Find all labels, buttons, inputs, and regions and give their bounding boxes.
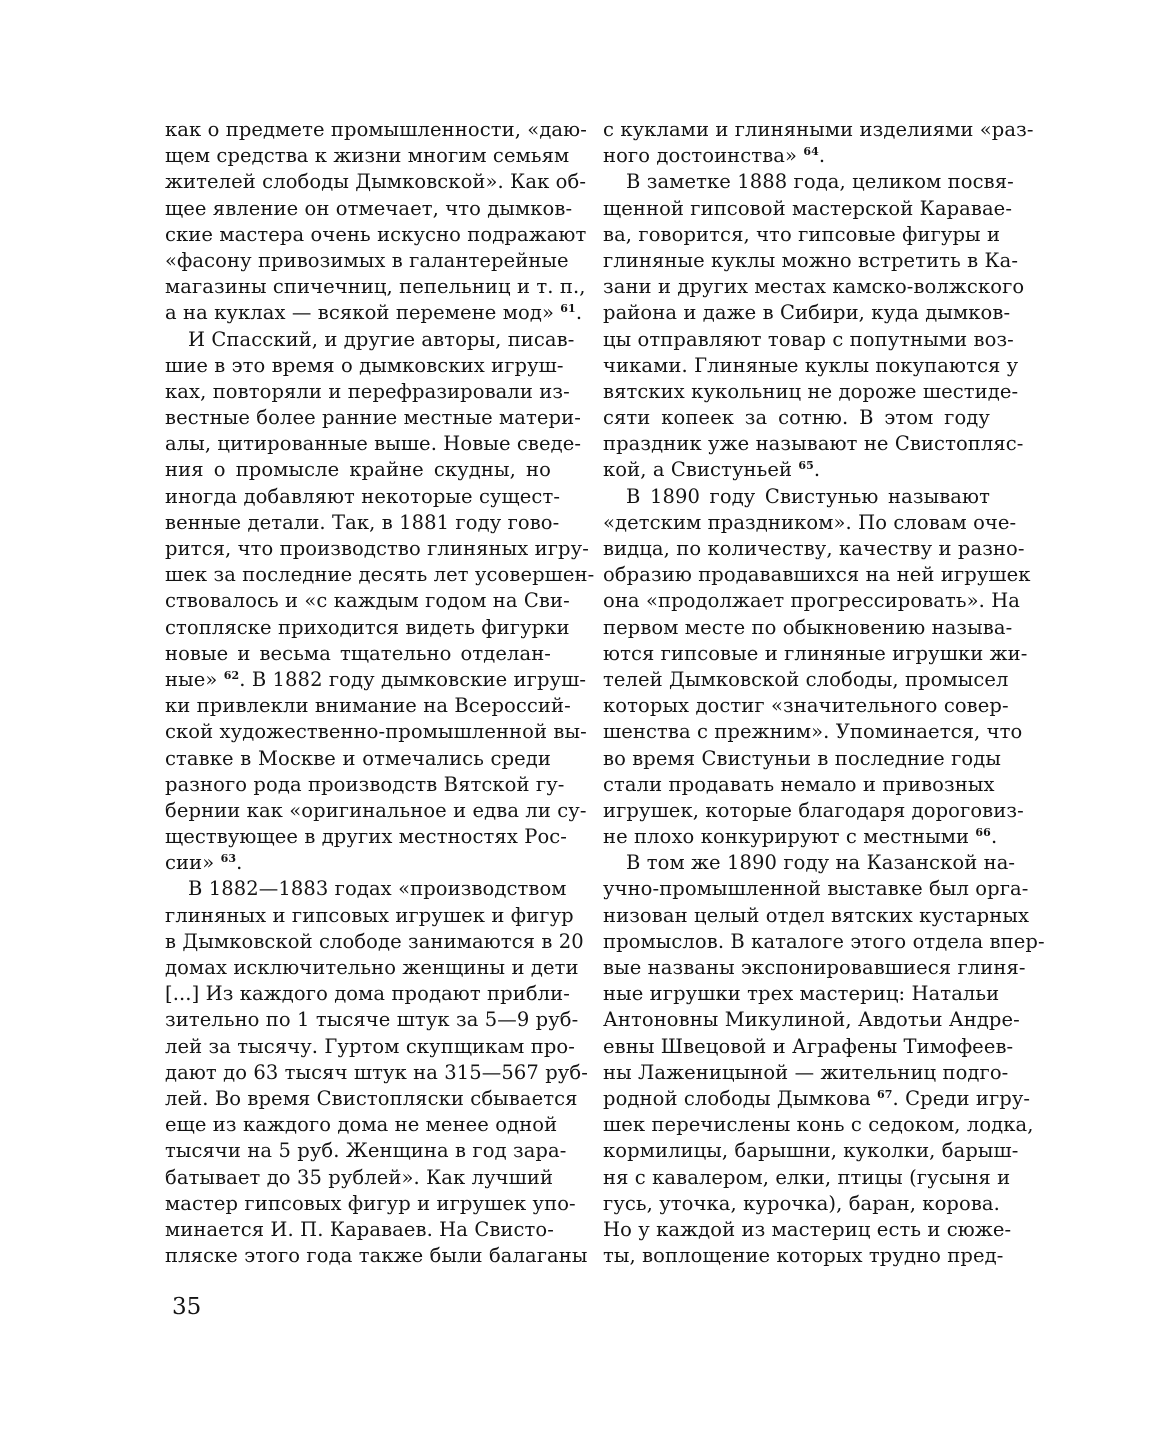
text-line [165, 1086, 578, 1112]
footnote-marker: 63 [220, 852, 237, 866]
text-line [603, 196, 1013, 222]
text-line [603, 746, 1001, 772]
text-line [165, 300, 583, 326]
text-line [165, 248, 569, 274]
line-text: лей за тысячу. Гуртом скупщикам про- [165, 1034, 575, 1058]
line-text: ществующее в других местностях Рос- [165, 825, 567, 849]
line-text: ные игрушки трех мастериц: Натальи [603, 982, 1000, 1006]
text-line [165, 353, 564, 379]
line-text: И Спасский, и другие авторы, писав- [188, 327, 575, 351]
text-line [165, 824, 567, 850]
line-text: игрушек, которые благодаря дороговиз- [603, 798, 1024, 822]
line-text: ки привлекли внимание на Всероссий- [165, 694, 571, 718]
text-line [603, 274, 1025, 300]
line-text: вестные более ранние местные матери- [165, 406, 581, 430]
line-text: глиняные куклы можно встретить в Ка- [603, 248, 1019, 272]
line-text: домах исключительно женщины и дети [165, 956, 579, 979]
text-line [603, 353, 1019, 379]
line-text: дают до 63 тысяч штук на 315—567 руб- [165, 1060, 588, 1084]
line-text: с куклами и глиняными изделиями «раз- [603, 118, 1034, 141]
line-text: евны Швецовой и Аграфены Тимофеев- [603, 1034, 1014, 1058]
text-line [603, 1217, 1012, 1243]
line-text: низован целый отдел вятских кустарных [603, 903, 1030, 927]
footnote-marker: 65 [798, 459, 814, 473]
text-line [603, 484, 990, 510]
line-text: мастер гипсовых фигур и игрушек упо- [165, 1191, 576, 1215]
text-line [603, 510, 1017, 536]
text-line [165, 746, 551, 772]
line-text: шек перечислены конь с седоком, лодка, [603, 1113, 1034, 1137]
line-text: Но у каждой из мастериц есть и сюже- [603, 1217, 1012, 1241]
text-line [165, 274, 586, 300]
text-line [603, 1034, 1014, 1060]
text-line [165, 876, 567, 902]
line-text: стали продавать немало и привозных [603, 772, 995, 796]
text-line [165, 1191, 576, 1217]
line-text: ные» [165, 667, 218, 691]
line-text: она «продолжает прогрессировать». На [603, 589, 1021, 613]
text-line [165, 588, 570, 614]
text-line [603, 1112, 1034, 1138]
line-text: кормилицы, барышни, куколки, барыш- [603, 1139, 1019, 1163]
text-line [603, 248, 1019, 274]
line-text: разного рода производств Вятской гу- [165, 772, 565, 796]
text-line [603, 1060, 1009, 1086]
text-line [165, 1217, 554, 1243]
line-text: а на куклах — всякой перемене мод» [165, 301, 554, 325]
line-text: зительно по 1 тысяче штук за 5—9 руб- [165, 1008, 579, 1032]
text-line [165, 929, 584, 955]
line-text: шие в это время о дымковских игруш- [165, 353, 564, 377]
line-text-tail: . [236, 851, 243, 875]
line-text: вятских кукольниц не дороже шестиде- [603, 379, 1019, 403]
text-line [165, 117, 587, 143]
text-line [165, 379, 570, 405]
line-text: шек за последние десять лет усовершен- [165, 563, 595, 587]
line-text: образию продававшихся на ней игрушек [603, 563, 1031, 587]
text-line [603, 981, 1000, 1007]
line-text: цы отправляют товар с попутными воз- [603, 327, 1014, 351]
text-line [603, 431, 1024, 457]
line-text: кой, а Свистуньей [603, 458, 793, 482]
text-line [165, 143, 570, 169]
line-text: жителей слободы Дымковской». Как об- [165, 170, 587, 194]
text-line [603, 536, 1025, 562]
text-line [603, 929, 1045, 955]
text-line [165, 562, 595, 588]
text-line [165, 1034, 575, 1060]
line-text: стопляске приходится видеть фигурки [165, 615, 570, 639]
text-line [165, 457, 551, 483]
text-line [165, 327, 575, 353]
line-text: видца, по количеству, качеству и разно- [603, 537, 1025, 560]
line-text: сяти копеек за сотню. В этом году [603, 406, 990, 430]
line-text: [...] Из каждого дома продают прибли- [165, 982, 570, 1006]
line-text: ствовалось и «с каждым годом на Сви- [165, 589, 570, 613]
line-text: ва, говорится, что гипсовые фигуры и [603, 222, 1001, 246]
text-line [165, 1060, 588, 1086]
line-text: вые названы экспонировавшиеся глиня- [603, 956, 1026, 979]
text-line [165, 903, 574, 929]
line-text: магазины спичечниц, пепельниц и т. п., [165, 275, 586, 299]
text-line [603, 772, 995, 798]
line-text: венные детали. Так, в 1881 году гово- [165, 510, 560, 534]
line-text: алы, цитированные выше. Новые сведе- [165, 432, 582, 456]
text-line [165, 405, 581, 431]
line-text: глиняных и гипсовых игрушек и фигур [165, 903, 574, 927]
line-text: ня с кавалером, елки, птицы (гусыня и [603, 1165, 1011, 1189]
line-text: ках, повторяли и перефразировали из- [165, 379, 570, 403]
line-text: минается И. П. Караваев. На Свисто- [165, 1217, 554, 1241]
text-line [165, 667, 587, 693]
text-line [603, 379, 1019, 405]
line-text-tail: . [990, 825, 998, 849]
text-line [603, 1086, 1031, 1112]
text-line [603, 405, 990, 431]
text-line [603, 1138, 1019, 1164]
line-text: ты, воплощение которых трудно пред- [603, 1244, 1004, 1268]
line-text-tail: . Среди игру- [892, 1086, 1031, 1110]
line-text-tail: . [575, 301, 583, 325]
text-line [603, 222, 1001, 248]
line-text: в Дымковской слободе занимаются в 20 [165, 929, 584, 953]
text-line [165, 196, 573, 222]
text-line [165, 484, 561, 510]
line-text: В заметке 1888 года, целиком посвя- [626, 170, 1014, 194]
text-line [603, 327, 1014, 353]
line-text: щенной гипсовой мастерской Каравае- [603, 196, 1013, 220]
left-text-column [165, 117, 595, 1269]
line-text: промыслов. В каталоге этого отдела впер- [603, 929, 1045, 953]
line-text: района и даже в Сибири, куда дымков- [603, 301, 1011, 325]
text-line [603, 955, 1026, 981]
line-text: ного достоинства» [603, 144, 798, 168]
line-text-tail: . [813, 458, 821, 482]
line-text: чиками. Глиняные куклы покупаются у [603, 353, 1019, 377]
line-text: рится, что производство глиняных игру- [165, 537, 589, 560]
footnote-marker: 61 [560, 302, 576, 316]
text-line [603, 300, 1011, 326]
line-text: праздник уже называют не Свистопляс- [603, 432, 1024, 456]
text-line [165, 1243, 588, 1269]
footnote-marker: 66 [975, 826, 991, 840]
text-line [603, 169, 1014, 195]
text-line [165, 615, 570, 641]
text-line [603, 719, 1023, 745]
text-line [603, 588, 1021, 614]
text-line [603, 1243, 1004, 1269]
text-line [165, 772, 565, 798]
line-text-tail: . В 1882 году дымковские игруш- [239, 667, 587, 691]
text-line [165, 1112, 558, 1138]
footnote-marker: 67 [877, 1087, 893, 1101]
line-text: во время Свистуньи в последние годы [603, 746, 1001, 770]
line-text: щем средства к жизни многим семьям [165, 144, 570, 168]
text-line [603, 117, 1034, 143]
line-text: гусь, уточка, курочка), баран, корова. [603, 1191, 1000, 1215]
text-line [165, 798, 587, 824]
text-line [165, 222, 587, 248]
text-line [165, 169, 587, 195]
line-text: «фасону привозимых в галантерейные [165, 248, 569, 272]
line-text: первом месте по обыкновению называ- [603, 615, 1013, 639]
text-line [165, 536, 589, 562]
line-text: ются гипсовые и глиняные игрушки жи- [603, 641, 1028, 665]
text-line [603, 457, 990, 483]
line-text: как о предмете промышленности, «даю- [165, 118, 587, 141]
text-line [603, 850, 1016, 876]
line-text: родной слободы Дымкова [603, 1086, 871, 1110]
footnote-marker: 64 [803, 145, 819, 159]
text-line [165, 981, 570, 1007]
text-line [603, 824, 998, 850]
text-line [603, 1191, 1000, 1217]
text-line [603, 693, 1009, 719]
text-line [603, 143, 990, 169]
text-line [165, 1165, 554, 1191]
line-text: учно-промышленной выставке был орга- [603, 877, 1029, 901]
line-text: батывает до 35 рублей». Как лучший [165, 1165, 554, 1189]
line-text: телей Дымковской слободы, промысел [603, 667, 1009, 691]
text-line [165, 955, 579, 981]
text-line [603, 667, 1009, 693]
line-text: В том же 1890 году на Казанской на- [626, 851, 1016, 875]
line-text: щее явление он отмечает, что дымков- [165, 196, 573, 220]
text-line [165, 431, 582, 457]
line-text: ставке в Москве и отмечались среди [165, 746, 551, 770]
text-line [603, 641, 1028, 667]
line-text: иногда добавляют некоторые сущест- [165, 484, 561, 508]
text-line [603, 1165, 1011, 1191]
line-text: ские мастера очень искусно подражают [165, 222, 587, 246]
line-text: «детским праздником». По словам оче- [603, 510, 1017, 534]
right-text-column [603, 117, 1045, 1269]
text-line [165, 510, 560, 536]
line-text: зани и других местах камско-волжского [603, 275, 1025, 299]
line-text: ской художественно-промышленной вы- [165, 720, 587, 744]
line-text: Антоновны Микулиной, Авдотьи Андре- [603, 1008, 1020, 1032]
text-line [603, 798, 1024, 824]
line-text: сии» [165, 851, 215, 875]
line-text: ния о промысле крайне скудны, но [165, 458, 551, 482]
line-text: шенства с прежним». Упоминается, что [603, 720, 1023, 744]
page-number: 35 [172, 1294, 202, 1320]
text-line [603, 562, 1031, 588]
line-text: не плохо конкурируют с местными [603, 825, 970, 849]
line-text: которых достиг «значительного совер- [603, 694, 1009, 718]
text-line [603, 615, 1013, 641]
line-text: бернии как «оригинальное и едва ли су- [165, 798, 587, 822]
footnote-marker: 62 [223, 668, 240, 682]
text-line [165, 1007, 579, 1033]
line-text: еще из каждого дома не менее одной [165, 1113, 558, 1137]
line-text-tail: . [818, 144, 826, 168]
line-text: В 1890 году Свистунью называют [626, 484, 990, 508]
text-line [165, 850, 551, 876]
text-line [165, 693, 571, 719]
line-text: лей. Во время Свистопляски сбывается [165, 1086, 578, 1110]
text-line [165, 641, 551, 667]
text-line [165, 1138, 567, 1164]
line-text: В 1882—1883 годах «производством [188, 877, 567, 901]
line-text: ны Лаженицыной — жительниц подго- [603, 1060, 1009, 1084]
text-line [165, 719, 587, 745]
text-line [603, 903, 1030, 929]
line-text: новые и весьма тщательно отделан- [165, 641, 551, 665]
line-text: тысячи на 5 руб. Женщина в год зара- [165, 1139, 567, 1163]
line-text: пляске этого года также были балаганы [165, 1244, 588, 1268]
text-line [603, 1007, 1020, 1033]
text-line [603, 876, 1029, 902]
